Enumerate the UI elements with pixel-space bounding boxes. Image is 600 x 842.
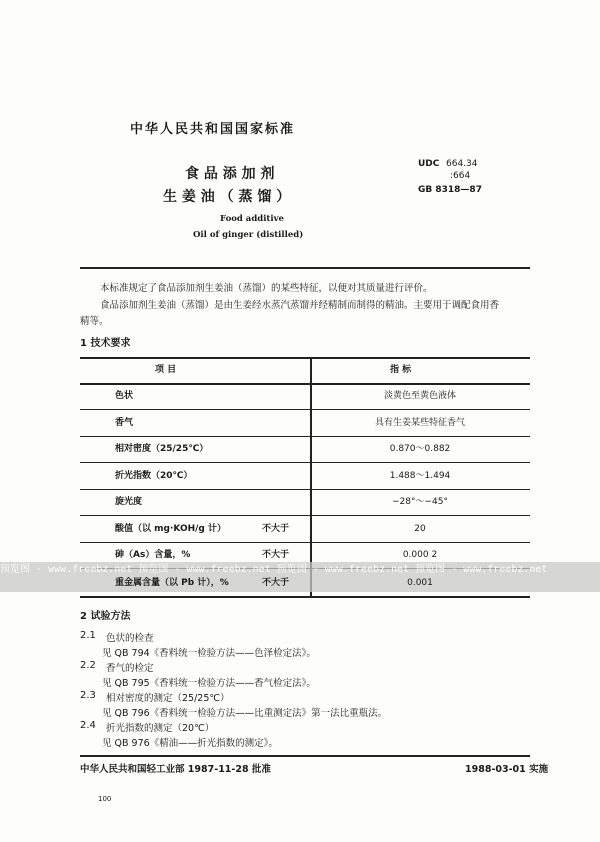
row-value: 1.488～1.494	[389, 470, 451, 481]
title-cn-line2: 生 姜 油 （ 蒸 馏 ）	[163, 189, 291, 205]
method-reference: 见 QB 976《精油——折光指数的测定》。	[102, 738, 278, 749]
intro-paragraph-2: 食品添加剂生姜油（蒸馏）是由生姜经水蒸汽蒸馏并经精制而制得的精油。主要用于调配食用香	[100, 300, 500, 311]
footer-rule	[80, 755, 530, 757]
row-limit: 不大于	[262, 550, 290, 560]
header-rule	[80, 267, 530, 269]
row-value: −28°～−45°	[392, 497, 448, 507]
method-number: 2.1	[80, 630, 96, 641]
row-limit: 不大于	[262, 523, 290, 534]
method-reference: 见 QB 795《香料统一检验方法——香气检定法》。	[102, 678, 316, 689]
section-2-title: 2 试验方法	[80, 611, 131, 622]
intro-paragraph-1: 本标准规定了食品添加剂生姜油（蒸馏）的某些特征，以便对其质量进行评价。	[100, 283, 433, 294]
row-value: 20	[414, 523, 426, 534]
row-item: 相对密度（25/25℃）	[115, 444, 209, 454]
method-title: 相对密度的测定（25/25℃）	[106, 693, 230, 704]
gb-number: GB 8318—87	[418, 185, 482, 195]
method-number: 2.4	[80, 720, 96, 731]
method-number: 2.3	[80, 690, 96, 701]
method-title: 折光指数的测定（20℃）	[106, 723, 215, 734]
udc-code-1: 664.34	[446, 159, 478, 169]
method-number: 2.2	[80, 660, 96, 671]
udc-label: UDC	[418, 159, 440, 169]
row-limit: 不大于	[262, 578, 290, 588]
method-title: 色状的检查	[106, 633, 154, 644]
method-reference: 见 QB 796《香料统一检验方法——比重测定法》第一法比重瓶法。	[102, 708, 388, 719]
title-en-line2: Oil of ginger (distilled)	[193, 230, 304, 240]
row-item: 折光指数（20℃）	[115, 470, 193, 481]
intro-paragraph-2-cont: 精等。	[80, 316, 109, 327]
row-value: 0.001	[407, 578, 433, 588]
row-value: 0.870～0.882	[389, 444, 451, 454]
approval-date: 中华人民共和国轻工业部 1987-11-28 批准	[80, 764, 271, 775]
row-item: 重金属含量（以 Pb 计），%	[115, 578, 229, 588]
row-value: 淡黄色至黄色液体	[383, 391, 456, 401]
row-value: 具有生姜某些特征香气	[374, 417, 465, 428]
row-item: 旋光度	[115, 497, 143, 507]
page-number: 100	[98, 795, 112, 803]
title-cn-line1: 食 品 添 加 剂	[185, 166, 275, 182]
row-item: 香气	[115, 417, 134, 428]
udc-code-2: :664	[450, 171, 471, 181]
issuing-body: 中华人民共和国国家标准	[130, 122, 296, 137]
section-1-title: 1 技术要求	[80, 338, 131, 349]
table-header-value: 指 标	[390, 365, 412, 375]
effective-date: 1988-03-01 实施	[465, 764, 549, 775]
watermark-banner: 预览图 - www.freebz.net 预览图 - www.freebz.net 预览图 - www.freebz.net 预览图 - www.freebz.net	[0, 564, 548, 575]
table-header-item: 项 目	[155, 365, 177, 375]
row-value: 0.000 2	[402, 550, 438, 560]
row-item: 酸值（以 mg·KOH/g 计）	[115, 523, 226, 534]
title-en-line1: Food additive	[220, 214, 284, 224]
row-item: 色状	[115, 391, 134, 401]
row-item: 砷（As）含量，%	[115, 550, 191, 560]
method-reference: 见 QB 794《香料统一检验方法——色泽检定法》。	[102, 648, 316, 659]
method-title: 香气的检定	[106, 663, 154, 674]
